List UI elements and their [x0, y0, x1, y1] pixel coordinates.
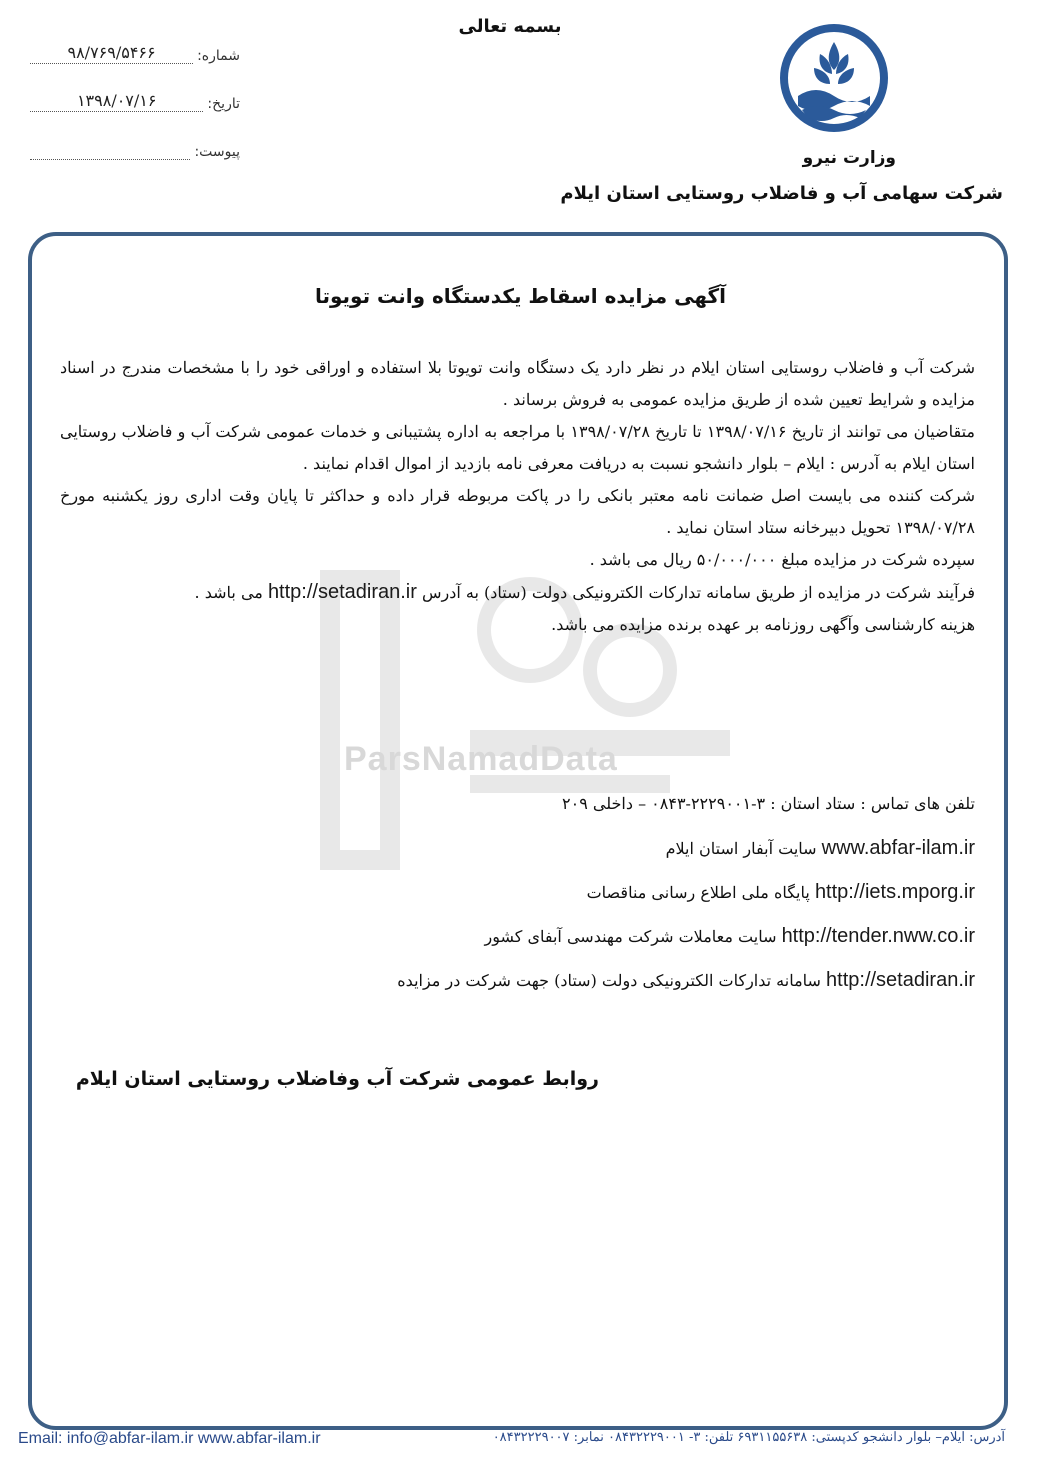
basmala-heading: بسمه تعالی [458, 16, 562, 37]
attachment-label: پیوست: [194, 144, 240, 160]
contact-label: سامانه تدارکات الکترونیکی دولت (ستاد) جهت شرکت در مزایده [397, 971, 821, 990]
signature-line: روابط عمومی شرکت آب وفاضلاب روستایی استان ایلام [75, 1068, 599, 1090]
contact-label: سایت معاملات شرکت مهندسی آبفای کشور [484, 927, 777, 946]
ministry-name: وزارت نیرو [802, 148, 896, 168]
contact-item [215, 826, 975, 870]
notice-body [60, 352, 975, 641]
contact-item [215, 958, 975, 1002]
letter-number-label: شماره: [197, 48, 240, 64]
contact-section [215, 782, 975, 1002]
process-text-end: می باشد . [194, 583, 263, 602]
letter-number-value: ۹۸/۷۶۹/۵۴۶۶ [30, 43, 193, 64]
company-logo-icon [780, 22, 888, 134]
contact-label: پایگاه ملی اطلاع رسانی مناقصات [586, 883, 810, 902]
notice-paragraph-costs: هزینه کارشناسی وآگهی روزنامه بر عهده برنده مزایده می باشد. [551, 615, 975, 634]
company-name: شرکت سهامی آب و فاضلاب روستایی استان ایلام [560, 183, 1003, 204]
notice-paragraph-deposit: سپرده شرکت در مزایده مبلغ ۵۰/۰۰۰/۰۰۰ ریال می باشد . [589, 550, 975, 569]
watermark-text: ParsNamadData [344, 740, 618, 778]
notice-title: آگهی مزایده اسقاط یکدستگاه وانت تویوتا [314, 284, 727, 308]
attachment-row [30, 136, 240, 160]
letter-number-row [30, 40, 240, 64]
contact-label: سایت آبفار استان ایلام [665, 839, 817, 858]
contact-phone: تلفن های تماس : ستاد استان : ۳-۲۲۲۹۰۰۱-۰۸۴۳ – داخلی ۲۰۹ [562, 794, 975, 813]
process-text: فرآیند شرکت در مزایده از طریق سامانه تدارکات الکترونیکی دولت (ستاد) به آدرس [422, 583, 975, 602]
footer-address: آدرس: ایلام– بلوار دانشجو کدپستی: ۶۹۳۱۱۵۵۶۳۸ تلفن: ۳- ۰۸۴۳۲۲۲۹۰۰۱ نمابر: ۰۸۴۳۲۲۲۹۰۰۷ [492, 1430, 1005, 1445]
contact-link-setad[interactable]: http://setadiran.ir [826, 969, 975, 991]
attachment-value [30, 159, 190, 160]
contact-link-abfar[interactable]: www.abfar-ilam.ir [821, 837, 975, 859]
notice-paragraph-intro: شرکت آب و فاضلاب روستایی استان ایلام در نظر دارد یک دستگاه وانت تویوتا بلا استفاده و اوراقی خود را با مشخصات مندرج در اسناد مزایده و شرایط تعیین شده از طریق مزایده عمومی به فروش برساند . [60, 358, 975, 409]
contact-link-tender[interactable]: http://tender.nww.co.ir [781, 925, 975, 947]
letter-date-value: ۱۳۹۸/۰۷/۱۶ [30, 91, 203, 112]
notice-paragraph-visit: متقاضیان می توانند از تاریخ ۱۳۹۸/۰۷/۱۶ تا تاریخ ۱۳۹۸/۰۷/۲۸ با مراجعه به اداره پشتیبانی و خدمات عمومی شرکت آب و فاضلاب روستایی استان ایلام به آدرس : ایلام – بلوار دانشجو نسبت به دریافت معرفی نامه بازدید از اموال اقدام نمایند . [60, 422, 975, 473]
letter-date-label: تاریخ: [207, 96, 240, 112]
contact-item [215, 914, 975, 958]
notice-paragraph-process [60, 576, 975, 609]
letter-date-row [30, 88, 240, 112]
footer-email-web[interactable]: Email: info@abfar-ilam.ir www.abfar-ilam.ir [18, 1430, 321, 1447]
notice-paragraph-guarantee: شرکت کننده می بایست اصل ضمانت نامه معتبر بانکی را در پاکت مربوطه قرار داده و حداکثر تا پایان وقت اداری روز یکشنبه مورخ ۱۳۹۸/۰۷/۲۸ تحویل دبیرخانه ستاد استان نماید . [60, 486, 976, 537]
contact-link-iets[interactable]: http://iets.mporg.ir [814, 881, 975, 903]
contact-item [215, 870, 975, 914]
setadiran-link[interactable]: http://setadiran.ir [267, 581, 417, 603]
